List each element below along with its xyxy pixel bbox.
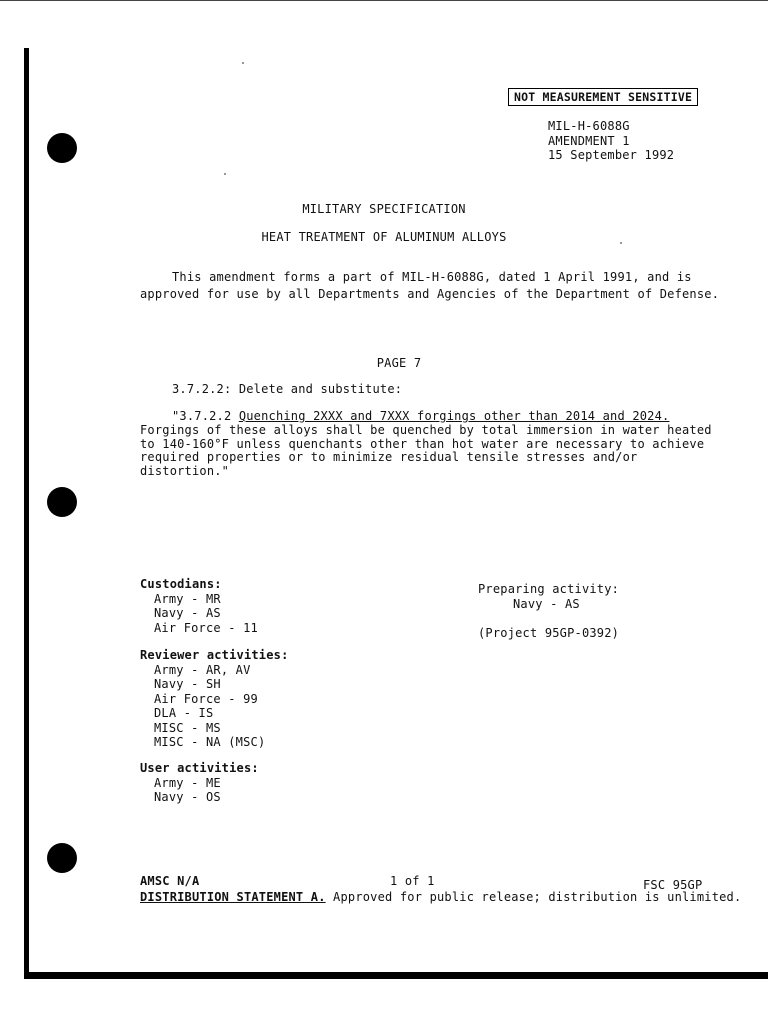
scan-bottom-border xyxy=(24,972,768,979)
reviewer-item: MISC - MS xyxy=(154,720,221,735)
quoted-paragraph-heading xyxy=(172,409,669,423)
quote-line: Forgings of these alloys shall be quenched by total immersion in water heated xyxy=(140,423,712,437)
document-identifier xyxy=(548,119,674,163)
preparing-activity-heading: Preparing activity: xyxy=(478,582,620,596)
distribution-statement xyxy=(140,890,741,904)
page-label: PAGE 7 xyxy=(376,356,422,370)
amendment-number: AMENDMENT 1 xyxy=(548,133,630,148)
project-number: (Project 95GP-0392) xyxy=(478,626,620,640)
custodian-item: Air Force - 11 xyxy=(154,620,258,635)
not-measurement-sensitive-stamp: NOT MEASUREMENT SENSITIVE xyxy=(508,88,698,106)
scan-left-border xyxy=(24,48,29,978)
reviewer-item: DLA - IS xyxy=(154,706,214,720)
quoted-paragraph-body xyxy=(140,424,712,478)
fsc-code: FSC 95GP xyxy=(643,878,703,892)
custodians-block xyxy=(140,577,258,635)
intro-line-2: approved for use by all Departments and Agencies of the Department of Defense. xyxy=(140,287,720,301)
scan-speck xyxy=(242,62,244,64)
reviewer-item: Air Force - 99 xyxy=(154,691,258,706)
document-subtitle: HEAT TREATMENT OF ALUMINUM ALLOYS xyxy=(261,230,507,244)
quote-heading: Quenching 2XXX and 7XXX forgings other than 2014 and 2024. xyxy=(238,409,670,423)
distribution-label: DISTRIBUTION STATEMENT A. xyxy=(140,890,326,904)
punch-hole-middle xyxy=(47,487,77,517)
preparing-activity-value: Navy - AS xyxy=(513,597,580,611)
reviewer-activities-heading: Reviewer activities: xyxy=(140,648,289,662)
punch-hole-top xyxy=(47,133,77,163)
reviewer-activities-block xyxy=(140,648,289,750)
scan-top-edge xyxy=(0,0,768,1)
quote-line: distortion." xyxy=(140,463,230,478)
scan-speck xyxy=(224,173,226,175)
reviewer-item: Army - AR, AV xyxy=(154,662,251,677)
quote-opening: "3.7.2.2 xyxy=(172,409,239,423)
custodian-item: Navy - AS xyxy=(154,606,221,620)
custodians-heading: Custodians: xyxy=(140,577,222,591)
amsc-number: AMSC N/A xyxy=(140,874,200,888)
reviewer-item: MISC - NA (MSC) xyxy=(154,735,266,749)
punch-hole-bottom xyxy=(47,843,77,873)
reviewer-item: Navy - SH xyxy=(154,677,221,691)
distribution-text: Approved for public release; distribution is unlimited. xyxy=(325,890,742,904)
quote-line: required properties or to minimize residual tensile stresses and/or xyxy=(140,450,638,464)
spec-number: MIL-H-6088G xyxy=(548,119,630,133)
document-title: MILITARY SPECIFICATION xyxy=(302,202,466,216)
custodian-item: Army - MR xyxy=(154,591,221,606)
quote-line: to 140-160°F unless quenchants other than hot water are necessary to achieve xyxy=(140,436,705,451)
user-activities-heading: User activities: xyxy=(140,761,259,775)
amendment-date: 15 September 1992 xyxy=(548,148,675,162)
page-count: 1 of 1 xyxy=(390,874,435,888)
user-item: Army - ME xyxy=(154,775,221,790)
intro-line-1: This amendment forms a part of MIL-H-6088G, dated 1 April 1991, and is xyxy=(172,270,692,284)
user-activities-block xyxy=(140,761,259,805)
section-instruction: 3.7.2.2: Delete and substitute: xyxy=(172,382,403,396)
user-item: Navy - OS xyxy=(154,790,221,804)
